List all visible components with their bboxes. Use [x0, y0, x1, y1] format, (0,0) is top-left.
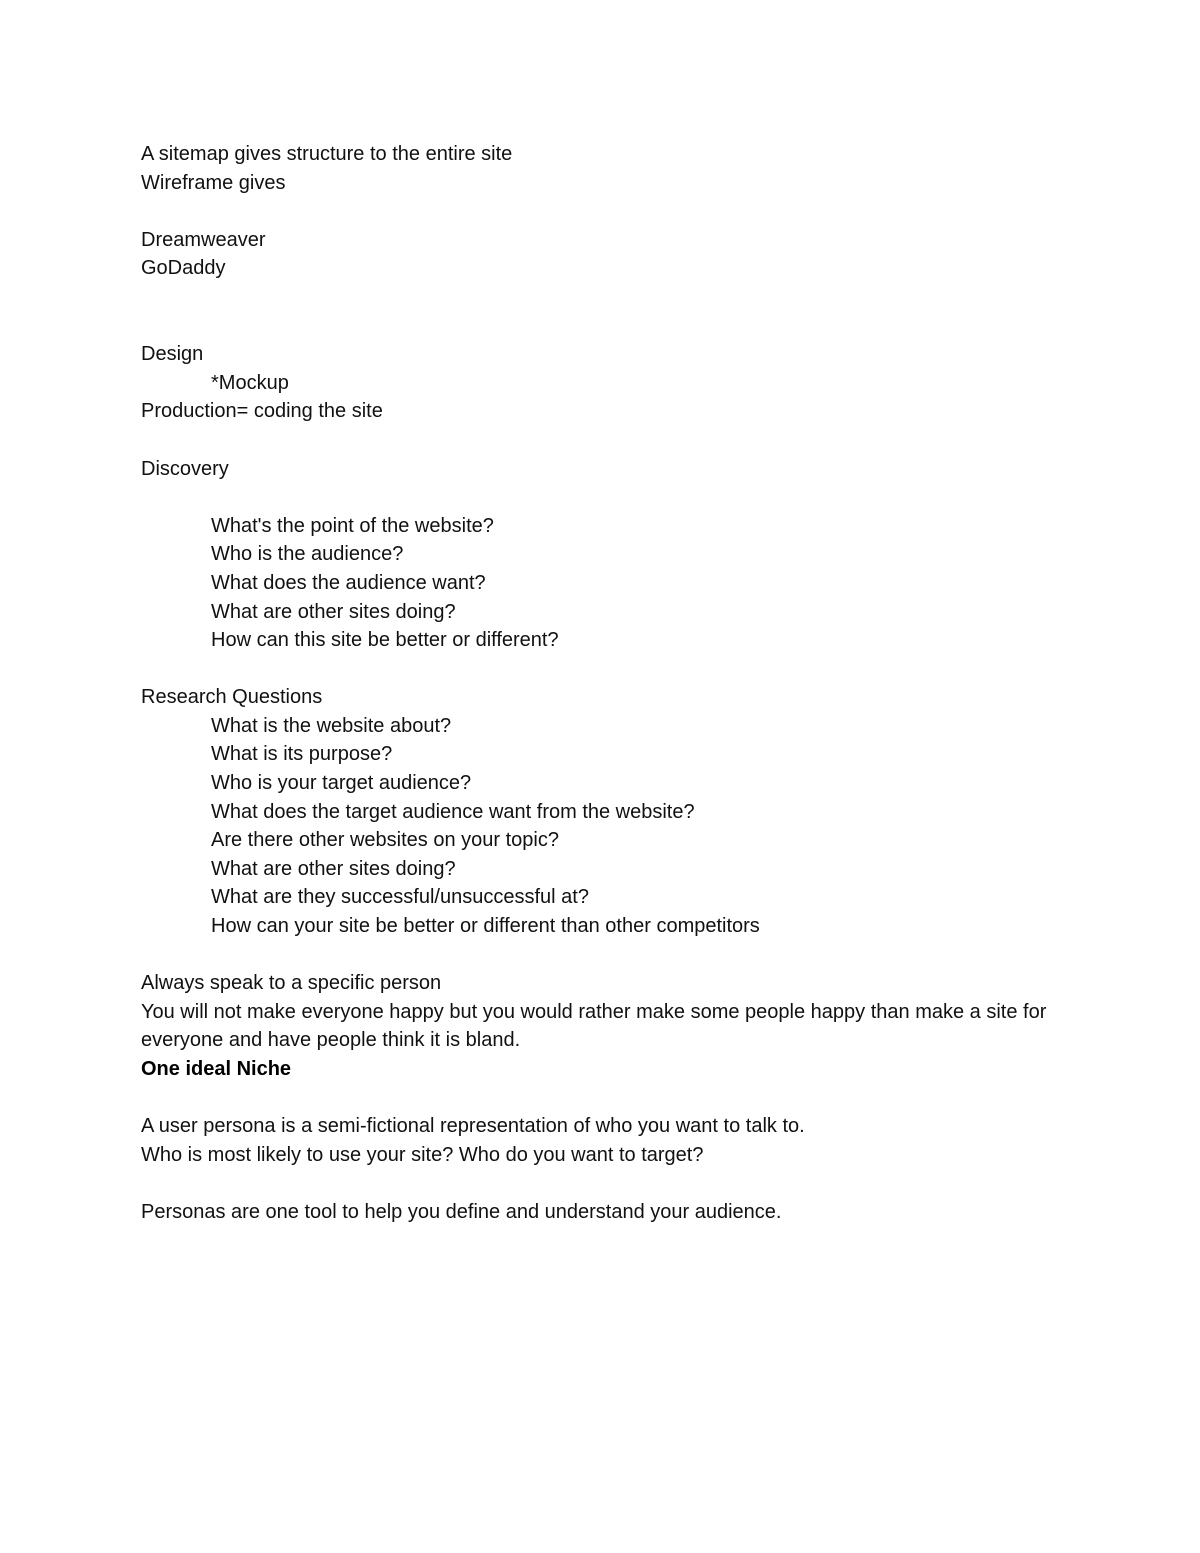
bold-heading-niche: One ideal Niche	[141, 1058, 292, 1080]
list-item: What does the target audience want from the website?	[211, 800, 695, 823]
text-line: A user persona is a semi-fictional representation of who you want to talk to.	[141, 1115, 805, 1138]
section-heading-discovery: Discovery	[141, 457, 229, 480]
text-line: Production= coding the site	[141, 400, 383, 423]
list-item: How can this site be better or different?	[211, 629, 559, 652]
text-line: A sitemap gives structure to the entire site	[141, 143, 513, 165]
blank-line	[141, 426, 1071, 455]
list-item: What is the website about?	[211, 714, 452, 737]
list-item: Who is the audience?	[211, 543, 404, 566]
section-heading-design: Design	[141, 343, 204, 366]
list-item: What are other sites doing?	[211, 600, 456, 623]
paragraph: You will not make everyone happy but you would rather make some people happy than make a site for everyone and have people think it is bland.	[141, 1000, 1052, 1052]
text-line: Dreamweaver	[141, 228, 266, 251]
text-line: GoDaddy	[141, 257, 226, 280]
blank-line	[141, 312, 1071, 341]
blank-line	[141, 197, 1071, 226]
blank-line	[141, 655, 1071, 684]
list-item: Are there other websites on your topic?	[211, 829, 559, 852]
text-line: Always speak to a specific person	[141, 972, 442, 995]
list-item: What are other sites doing?	[211, 857, 456, 880]
text-line: Personas are one tool to help you define and understand your audience.	[141, 1200, 782, 1223]
blank-line	[141, 483, 1071, 512]
list-item: What does the audience want?	[211, 571, 486, 594]
list-item: How can your site be better or different than other competitors	[211, 915, 760, 938]
text-line: Wireframe gives	[141, 171, 286, 194]
list-item: Who is your target audience?	[211, 772, 472, 795]
list-item: What are they successful/unsuccessful at?	[211, 886, 589, 909]
list-item: What is its purpose?	[211, 743, 393, 766]
list-item: *Mockup	[211, 371, 289, 394]
list-item: What's the point of the website?	[211, 514, 494, 537]
blank-line	[141, 1169, 1071, 1198]
blank-line	[141, 1084, 1071, 1113]
blank-line	[141, 283, 1071, 312]
document-body	[141, 140, 1071, 1227]
blank-line	[141, 941, 1071, 970]
section-heading-research: Research Questions	[141, 686, 323, 709]
text-line: Who is most likely to use your site? Who do you want to target?	[141, 1143, 704, 1166]
